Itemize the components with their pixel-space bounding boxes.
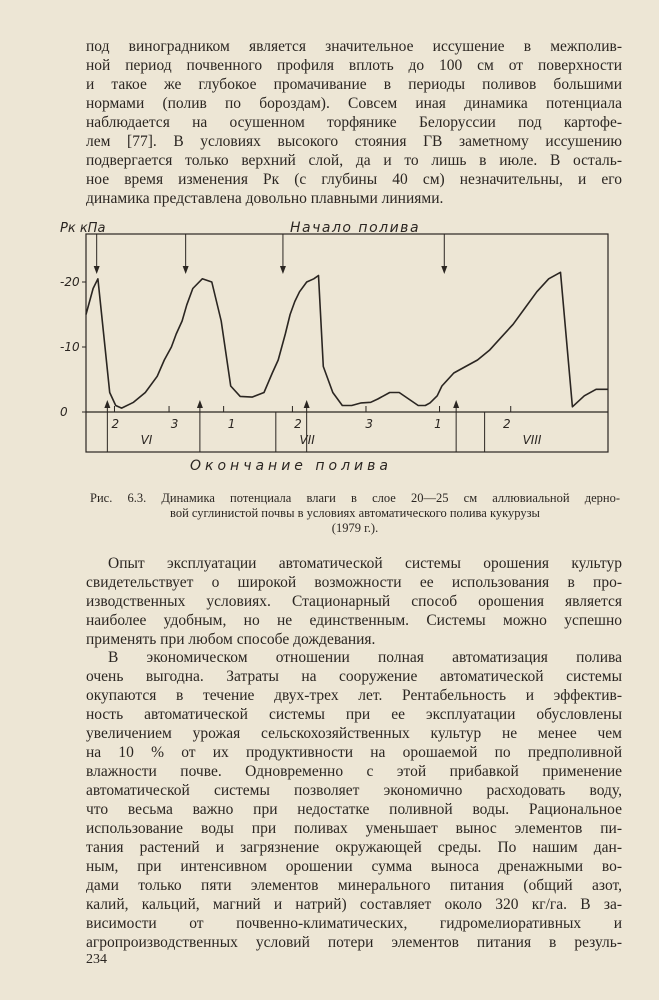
decade-label: 3 bbox=[365, 417, 373, 431]
decade-label: 2 bbox=[502, 417, 511, 431]
text-line: применять при любом способе дождевания. bbox=[86, 631, 376, 648]
arrow-head bbox=[280, 266, 286, 274]
potential-curve bbox=[86, 272, 608, 408]
text-line: очень выгодна. Затраты на сооружение автоматической системы bbox=[86, 668, 622, 685]
plot-frame bbox=[86, 234, 608, 452]
page-number: 234 bbox=[86, 952, 107, 967]
text-line: увеличением урожая сельскохозяйственных культур не менее чем bbox=[86, 725, 622, 742]
text-line: висимости от почвенно-климатических, гидромелиоративных и bbox=[86, 915, 622, 932]
text-line: влажности почве. Одновременно с этой прибавкой применение bbox=[86, 763, 622, 780]
text-line: ное время изменения Pк (с глубины 40 см) незначительны, и его bbox=[86, 171, 622, 188]
caption-line: Рис. 6.3. Динамика потенциала влаги в слое 20—25 см аллювиальной дерно- bbox=[90, 491, 620, 505]
arrow-head bbox=[304, 400, 310, 408]
decade-label: 1 bbox=[434, 417, 442, 431]
month-label: VII bbox=[299, 433, 315, 447]
paragraph-3 bbox=[86, 648, 622, 952]
text-line: свидетельствует о широкой возможности ее использования в про- bbox=[86, 574, 622, 591]
decade-label: 2 bbox=[294, 417, 302, 431]
paragraph-2 bbox=[86, 554, 622, 649]
caption-line: вой суглинистой почвы в условиях автоматического полива кукурузы bbox=[170, 506, 540, 520]
text-line: Опыт эксплуатации автоматической системы орошения культур bbox=[108, 555, 622, 572]
text-line: дами только пяти элементов минерального питания (общий азот, bbox=[86, 877, 622, 894]
text-line: В экономическом отношении полная автоматизация полива bbox=[108, 649, 622, 666]
text-line: на 10 % от их продуктивности на орошаемой по предполивной bbox=[86, 744, 622, 761]
figure-caption bbox=[90, 491, 620, 536]
decade-label: 2 bbox=[111, 417, 120, 431]
text-line: нормами (полив по бороздам). Совсем иная динамика потенциала bbox=[86, 95, 622, 112]
text-line: тания растений и загрязнение окружающей среды. По нашим дан- bbox=[86, 839, 622, 856]
text-line: агропроизводственных условий потери элементов питания в резуль- bbox=[86, 934, 622, 951]
arrow-head bbox=[183, 266, 189, 274]
potential-dynamics-chart bbox=[50, 212, 620, 482]
y-axis-label: Pк кПа bbox=[60, 221, 106, 236]
arrow-head bbox=[453, 400, 459, 408]
text-line: что весьма важно при недостатке поливной воды. Рациональное bbox=[86, 801, 622, 818]
y-tick-label: -20 bbox=[60, 275, 80, 289]
irrigation-end-label: Окончание полива bbox=[190, 458, 392, 474]
month-label: VIII bbox=[522, 433, 542, 447]
month-label: VI bbox=[140, 433, 153, 447]
text-line: динамика представлена довольно плавными линиями. bbox=[86, 190, 444, 207]
decade-label: 3 bbox=[170, 417, 179, 431]
y-tick-label: 0 bbox=[60, 405, 68, 419]
text-line: изводственных условиях. Стационарный способ орошения является bbox=[86, 593, 622, 610]
text-line: наиболее удобным, но не единственным. Системы можно успешно bbox=[86, 612, 622, 629]
text-line: окупаются в течение двух-трех лет. Рентабельность и эффектив- bbox=[86, 687, 622, 704]
text-line: ным, при интенсивном орошении сумма выноса дренажными во- bbox=[86, 858, 622, 875]
text-line: ной период почвенного профиля вплоть до 100 см от поверхности bbox=[86, 57, 622, 74]
text-line: и такое же глубокое промачивание в периоды поливов большими bbox=[86, 76, 622, 93]
text-line: автоматической системы позволяет экономично расходовать воду, bbox=[86, 782, 622, 799]
arrow-head bbox=[197, 400, 203, 408]
text-line: подвергается только верхний слой, да и то лишь в июле. В осталь- bbox=[86, 152, 622, 169]
text-line: калий, кальций, магний и натрий) составляет около 320 кг/га. В за- bbox=[86, 896, 622, 913]
text-line: лем [77]. В условиях высокого стояния ГВ заметному иссушению bbox=[86, 133, 622, 150]
y-tick-label: -10 bbox=[60, 340, 80, 354]
text-line: под виноградником является значительное иссушение в межполив- bbox=[86, 38, 622, 55]
text-line: использование воды при поливах уменьшает вынос элементов пи- bbox=[86, 820, 622, 837]
irrigation-start-label: Начало полива bbox=[290, 220, 421, 236]
caption-line: (1979 г.). bbox=[331, 521, 379, 535]
text-line: наблюдается на осушенном торфянике Белоруссии под картофе- bbox=[86, 114, 622, 131]
chart-plot-area bbox=[60, 234, 608, 452]
arrow-head bbox=[104, 400, 110, 408]
arrow-head bbox=[441, 266, 447, 274]
paragraph-1 bbox=[86, 37, 622, 208]
arrow-head bbox=[94, 266, 100, 274]
text-line: ность автоматической системы при ее эксплуатации обусловлены bbox=[86, 706, 622, 723]
decade-label: 1 bbox=[227, 417, 236, 431]
